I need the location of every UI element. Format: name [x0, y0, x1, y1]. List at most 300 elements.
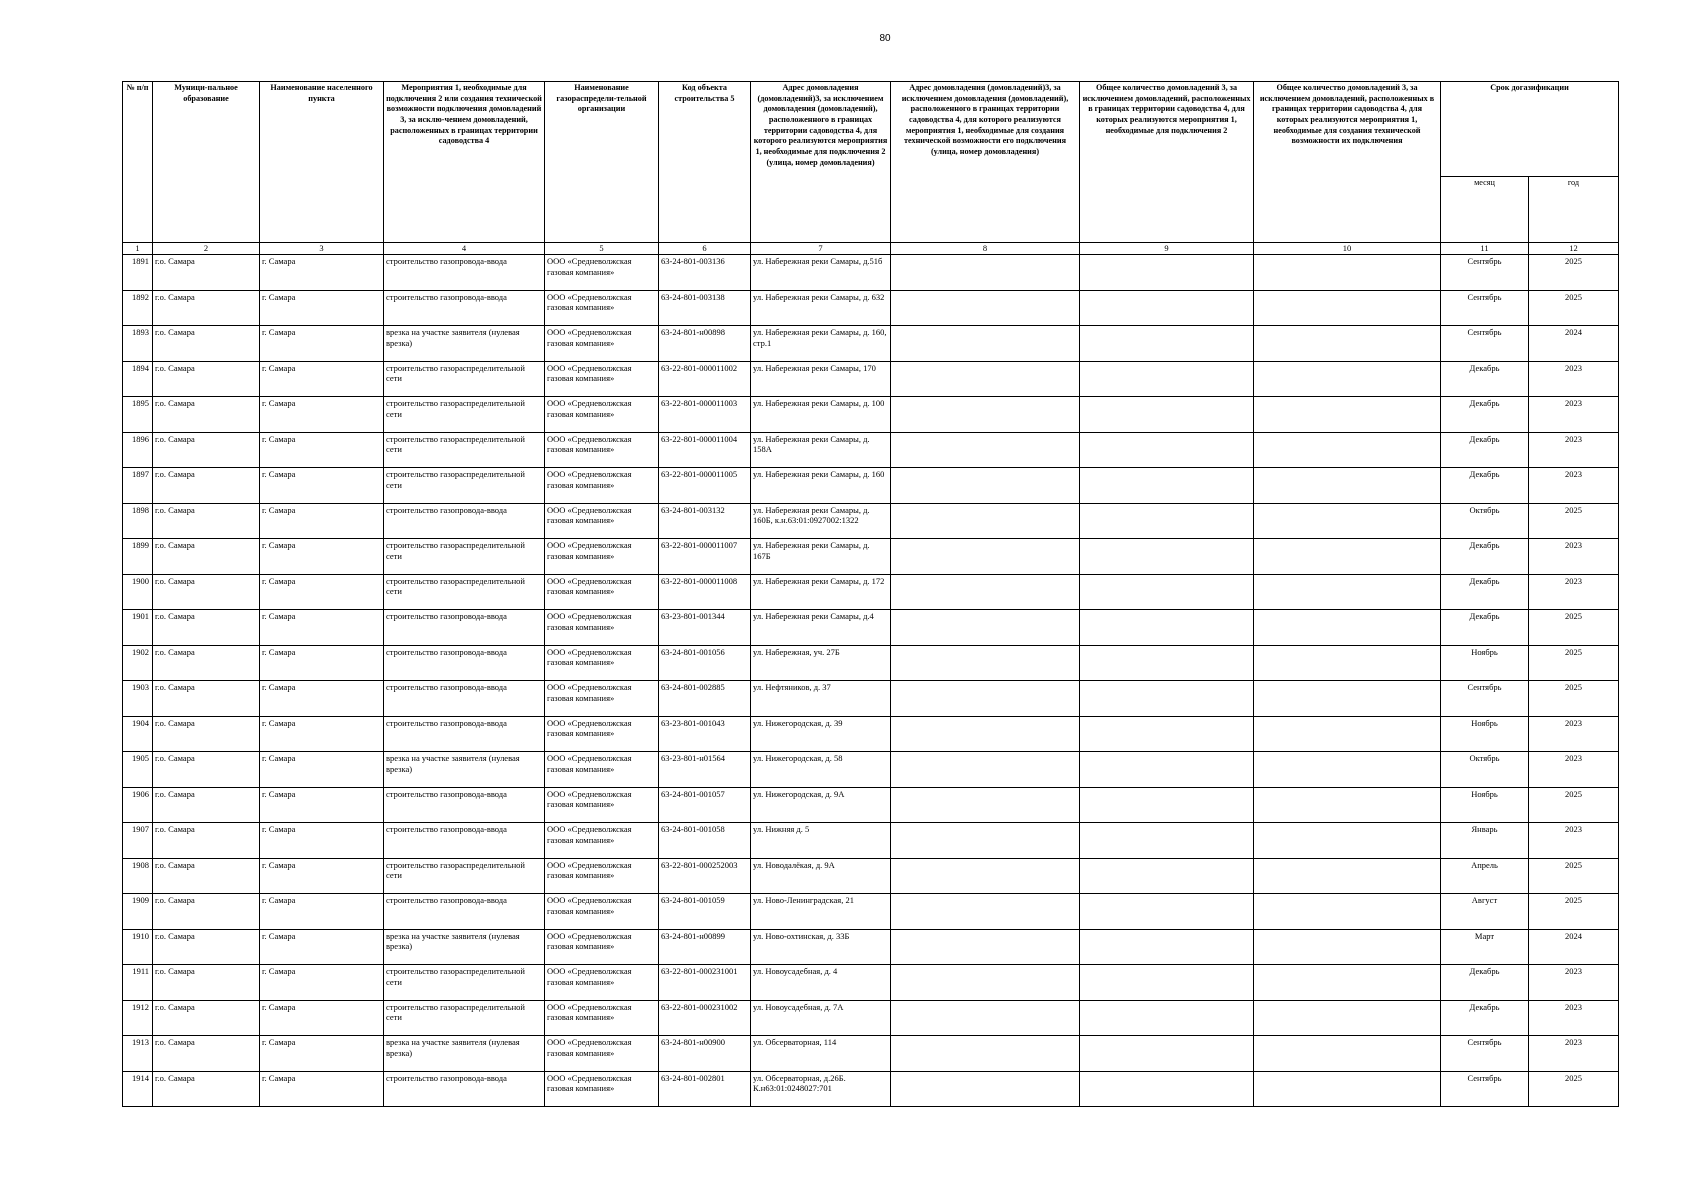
measure-cell: строительство газораспределительной сети [384, 397, 545, 433]
measure-cell: строительство газопровода-ввода [384, 1071, 545, 1107]
row-number: 1904 [123, 716, 153, 752]
object-code-cell: 63-24-801-001059 [659, 894, 751, 930]
organization-cell: ООО «Средневолжская газовая компания» [545, 965, 659, 1001]
count-connection-cell [1080, 574, 1254, 610]
address-cell: ул. Новодалёкая, д. 9А [751, 858, 891, 894]
month-cell: Январь [1441, 823, 1529, 859]
measure-cell: строительство газопровода-ввода [384, 503, 545, 539]
address-capacity-cell [891, 1000, 1080, 1036]
month-cell: Декабрь [1441, 432, 1529, 468]
object-code-cell: 63-24-801-003138 [659, 290, 751, 326]
address-cell: ул. Нефтяников, д. 37 [751, 681, 891, 717]
municipality-cell: г.о. Самара [153, 326, 260, 362]
municipality-cell: г.о. Самара [153, 645, 260, 681]
table-row [123, 361, 1619, 397]
organization-cell: ООО «Средневолжская газовая компания» [545, 326, 659, 362]
count-connection-cell [1080, 787, 1254, 823]
address-capacity-cell [891, 681, 1080, 717]
year-cell: 2023 [1529, 823, 1619, 859]
municipality-cell: г.о. Самара [153, 290, 260, 326]
table-row [123, 1071, 1619, 1107]
municipality-cell: г.о. Самара [153, 1071, 260, 1107]
address-cell: ул. Набережная реки Самары, д. 160Б, к.н.63:01:0927002:1322 [751, 503, 891, 539]
month-cell: Октябрь [1441, 503, 1529, 539]
municipality-cell: г.о. Самара [153, 1036, 260, 1072]
settlement-cell: г. Самара [260, 823, 384, 859]
settlement-cell: г. Самара [260, 787, 384, 823]
municipality-cell: г.о. Самара [153, 716, 260, 752]
column-number: 4 [384, 243, 545, 255]
column-number: 7 [751, 243, 891, 255]
month-cell: Сентябрь [1441, 681, 1529, 717]
settlement-cell: г. Самара [260, 610, 384, 646]
count-capacity-cell [1254, 681, 1441, 717]
object-code-cell: 63-22-801-000231002 [659, 1000, 751, 1036]
settlement-cell: г. Самара [260, 255, 384, 291]
month-cell: Декабрь [1441, 1000, 1529, 1036]
count-capacity-cell [1254, 574, 1441, 610]
count-capacity-cell [1254, 929, 1441, 965]
table-row [123, 503, 1619, 539]
column-number: 8 [891, 243, 1080, 255]
header-organization: Наименование газораспредели-тельной организации [545, 82, 659, 243]
row-number: 1897 [123, 468, 153, 504]
measure-cell: врезка на участке заявителя (нулевая врезка) [384, 1036, 545, 1072]
object-code-cell: 63-23-801-н01564 [659, 752, 751, 788]
table-row [123, 823, 1619, 859]
measure-cell: строительство газораспределительной сети [384, 468, 545, 504]
address-capacity-cell [891, 1071, 1080, 1107]
table-row [123, 645, 1619, 681]
count-capacity-cell [1254, 1071, 1441, 1107]
table-row [123, 574, 1619, 610]
organization-cell: ООО «Средневолжская газовая компания» [545, 929, 659, 965]
municipality-cell: г.о. Самара [153, 965, 260, 1001]
count-capacity-cell [1254, 503, 1441, 539]
settlement-cell: г. Самара [260, 752, 384, 788]
year-cell: 2023 [1529, 574, 1619, 610]
table-row [123, 1036, 1619, 1072]
count-connection-cell [1080, 361, 1254, 397]
row-number: 1896 [123, 432, 153, 468]
count-connection-cell [1080, 397, 1254, 433]
row-number: 1913 [123, 1036, 153, 1072]
organization-cell: ООО «Средневолжская газовая компания» [545, 716, 659, 752]
table-row [123, 681, 1619, 717]
month-cell: Декабрь [1441, 397, 1529, 433]
column-number: 1 [123, 243, 153, 255]
month-cell: Декабрь [1441, 965, 1529, 1001]
year-cell: 2024 [1529, 929, 1619, 965]
header-measures: Мероприятия 1, необходимые для подключения 2 или создания технической возможности подключения домовладений 3, за исклю-чением домовладений, расположенных в границах территории садоводства 4 [384, 82, 545, 243]
organization-cell: ООО «Средневолжская газовая компания» [545, 823, 659, 859]
header-object-code: Код объекта строительства 5 [659, 82, 751, 243]
address-cell: ул. Набережная, уч. 27Б [751, 645, 891, 681]
address-cell: ул. Набережная реки Самары, 170 [751, 361, 891, 397]
municipality-cell: г.о. Самара [153, 858, 260, 894]
year-cell: 2023 [1529, 397, 1619, 433]
table-row [123, 752, 1619, 788]
object-code-cell: 63-22-801-000252003 [659, 858, 751, 894]
object-code-cell: 63-24-801-003132 [659, 503, 751, 539]
settlement-cell: г. Самара [260, 716, 384, 752]
year-cell: 2023 [1529, 432, 1619, 468]
address-capacity-cell [891, 1036, 1080, 1072]
settlement-cell: г. Самара [260, 432, 384, 468]
settlement-cell: г. Самара [260, 290, 384, 326]
row-number: 1900 [123, 574, 153, 610]
address-cell: ул. Нижняя д. 5 [751, 823, 891, 859]
table-row [123, 255, 1619, 291]
address-capacity-cell [891, 397, 1080, 433]
count-capacity-cell [1254, 468, 1441, 504]
table-row [123, 610, 1619, 646]
year-cell: 2023 [1529, 468, 1619, 504]
row-number: 1891 [123, 255, 153, 291]
column-number: 6 [659, 243, 751, 255]
month-cell: Ноябрь [1441, 787, 1529, 823]
organization-cell: ООО «Средневолжская газовая компания» [545, 1000, 659, 1036]
header-municipality: Муници-пальное образование [153, 82, 260, 243]
municipality-cell: г.о. Самара [153, 432, 260, 468]
month-cell: Ноябрь [1441, 645, 1529, 681]
header-num: № п/п [123, 82, 153, 243]
organization-cell: ООО «Средневолжская газовая компания» [545, 645, 659, 681]
month-cell: Декабрь [1441, 361, 1529, 397]
municipality-cell: г.о. Самара [153, 361, 260, 397]
address-capacity-cell [891, 752, 1080, 788]
count-capacity-cell [1254, 432, 1441, 468]
year-cell: 2025 [1529, 681, 1619, 717]
row-number: 1911 [123, 965, 153, 1001]
organization-cell: ООО «Средневолжская газовая компания» [545, 858, 659, 894]
year-cell: 2023 [1529, 1000, 1619, 1036]
settlement-cell: г. Самара [260, 539, 384, 575]
table-row [123, 858, 1619, 894]
organization-cell: ООО «Средневолжская газовая компания» [545, 290, 659, 326]
row-number: 1894 [123, 361, 153, 397]
count-connection-cell [1080, 610, 1254, 646]
address-cell: ул. Ново-Ленинградская, 21 [751, 894, 891, 930]
organization-cell: ООО «Средневолжская газовая компания» [545, 255, 659, 291]
organization-cell: ООО «Средневолжская газовая компания» [545, 610, 659, 646]
object-code-cell: 63-22-801-000011007 [659, 539, 751, 575]
organization-cell: ООО «Средневолжская газовая компания» [545, 894, 659, 930]
month-cell: Декабрь [1441, 610, 1529, 646]
municipality-cell: г.о. Самара [153, 255, 260, 291]
address-cell: ул. Ново-охтинская, д. 33Б [751, 929, 891, 965]
address-capacity-cell [891, 610, 1080, 646]
object-code-cell: 63-23-801-001344 [659, 610, 751, 646]
measure-cell: строительство газораспределительной сети [384, 432, 545, 468]
count-connection-cell [1080, 965, 1254, 1001]
month-cell: Ноябрь [1441, 716, 1529, 752]
header-address-capacity: Адрес домовладения (домовладений)3, за исключением домовладения (домовладений), расположенного в границах территории садоводства 4, для которого реализуются мероприятия 1, необходимые для создания технической возможности его подключения (улица, номер домовладения) [891, 82, 1080, 243]
column-number: 10 [1254, 243, 1441, 255]
object-code-cell: 63-22-801-000011004 [659, 432, 751, 468]
municipality-cell: г.о. Самара [153, 468, 260, 504]
count-capacity-cell [1254, 1000, 1441, 1036]
municipality-cell: г.о. Самара [153, 823, 260, 859]
municipality-cell: г.о. Самара [153, 894, 260, 930]
settlement-cell: г. Самара [260, 397, 384, 433]
year-cell: 2024 [1529, 326, 1619, 362]
count-connection-cell [1080, 823, 1254, 859]
year-cell: 2025 [1529, 255, 1619, 291]
year-cell: 2023 [1529, 361, 1619, 397]
settlement-cell: г. Самара [260, 326, 384, 362]
settlement-cell: г. Самара [260, 1000, 384, 1036]
row-number: 1902 [123, 645, 153, 681]
object-code-cell: 63-24-801-002885 [659, 681, 751, 717]
count-connection-cell [1080, 1000, 1254, 1036]
table-row [123, 468, 1619, 504]
count-connection-cell [1080, 326, 1254, 362]
row-number: 1914 [123, 1071, 153, 1107]
row-number: 1906 [123, 787, 153, 823]
address-cell: ул. Набережная реки Самары, д.4 [751, 610, 891, 646]
measure-cell: строительство газораспределительной сети [384, 858, 545, 894]
row-number: 1905 [123, 752, 153, 788]
address-cell: ул. Набережная реки Самары, д. 100 [751, 397, 891, 433]
measure-cell: врезка на участке заявителя (нулевая врезка) [384, 326, 545, 362]
count-capacity-cell [1254, 823, 1441, 859]
address-capacity-cell [891, 574, 1080, 610]
measure-cell: строительство газораспределительной сети [384, 539, 545, 575]
row-number: 1907 [123, 823, 153, 859]
organization-cell: ООО «Средневолжская газовая компания» [545, 539, 659, 575]
address-capacity-cell [891, 645, 1080, 681]
address-capacity-cell [891, 503, 1080, 539]
settlement-cell: г. Самара [260, 645, 384, 681]
object-code-cell: 63-24-801-н00900 [659, 1036, 751, 1072]
address-cell: ул. Нижегородская, д. 9А [751, 787, 891, 823]
address-capacity-cell [891, 823, 1080, 859]
year-cell: 2025 [1529, 610, 1619, 646]
count-connection-cell [1080, 752, 1254, 788]
row-number: 1901 [123, 610, 153, 646]
measure-cell: строительство газопровода-ввода [384, 823, 545, 859]
organization-cell: ООО «Средневолжская газовая компания» [545, 681, 659, 717]
address-capacity-cell [891, 290, 1080, 326]
year-cell: 2025 [1529, 894, 1619, 930]
row-number: 1892 [123, 290, 153, 326]
count-capacity-cell [1254, 716, 1441, 752]
object-code-cell: 63-22-801-000011002 [659, 361, 751, 397]
count-connection-cell [1080, 503, 1254, 539]
address-capacity-cell [891, 787, 1080, 823]
object-code-cell: 63-24-801-н00899 [659, 929, 751, 965]
count-connection-cell [1080, 468, 1254, 504]
table-row [123, 326, 1619, 362]
row-number: 1893 [123, 326, 153, 362]
count-capacity-cell [1254, 894, 1441, 930]
column-number: 2 [153, 243, 260, 255]
row-number: 1912 [123, 1000, 153, 1036]
measure-cell: строительство газораспределительной сети [384, 574, 545, 610]
address-capacity-cell [891, 716, 1080, 752]
month-cell: Сентябрь [1441, 1036, 1529, 1072]
table-row [123, 894, 1619, 930]
row-number: 1910 [123, 929, 153, 965]
count-capacity-cell [1254, 290, 1441, 326]
count-connection-cell [1080, 1071, 1254, 1107]
municipality-cell: г.о. Самара [153, 929, 260, 965]
organization-cell: ООО «Средневолжская газовая компания» [545, 503, 659, 539]
column-number: 9 [1080, 243, 1254, 255]
month-cell: Декабрь [1441, 468, 1529, 504]
table-row [123, 716, 1619, 752]
month-cell: Март [1441, 929, 1529, 965]
count-connection-cell [1080, 290, 1254, 326]
address-capacity-cell [891, 929, 1080, 965]
municipality-cell: г.о. Самара [153, 503, 260, 539]
address-cell: ул. Новоусадебная, д. 7А [751, 1000, 891, 1036]
year-cell: 2025 [1529, 503, 1619, 539]
count-connection-cell [1080, 681, 1254, 717]
address-cell: ул. Новоусадебная, д. 4 [751, 965, 891, 1001]
year-cell: 2025 [1529, 858, 1619, 894]
address-capacity-cell [891, 858, 1080, 894]
table-row [123, 397, 1619, 433]
address-capacity-cell [891, 894, 1080, 930]
object-code-cell: 63-24-801-н00898 [659, 326, 751, 362]
row-number: 1903 [123, 681, 153, 717]
page-number: 80 [879, 33, 891, 44]
column-number: 3 [260, 243, 384, 255]
year-cell: 2023 [1529, 716, 1619, 752]
organization-cell: ООО «Средневолжская газовая компания» [545, 1071, 659, 1107]
table-row [123, 539, 1619, 575]
count-capacity-cell [1254, 397, 1441, 433]
address-capacity-cell [891, 326, 1080, 362]
municipality-cell: г.о. Самара [153, 1000, 260, 1036]
object-code-cell: 63-24-801-001056 [659, 645, 751, 681]
settlement-cell: г. Самара [260, 965, 384, 1001]
year-cell: 2025 [1529, 645, 1619, 681]
row-number: 1895 [123, 397, 153, 433]
address-cell: ул. Нижегородская, д. 39 [751, 716, 891, 752]
count-connection-cell [1080, 255, 1254, 291]
settlement-cell: г. Самара [260, 894, 384, 930]
count-capacity-cell [1254, 645, 1441, 681]
count-capacity-cell [1254, 965, 1441, 1001]
organization-cell: ООО «Средневолжская газовая компания» [545, 752, 659, 788]
settlement-cell: г. Самара [260, 468, 384, 504]
object-code-cell: 63-23-801-001043 [659, 716, 751, 752]
count-capacity-cell [1254, 326, 1441, 362]
year-cell: 2023 [1529, 752, 1619, 788]
count-connection-cell [1080, 1036, 1254, 1072]
row-number: 1909 [123, 894, 153, 930]
count-connection-cell [1080, 929, 1254, 965]
year-cell: 2023 [1529, 965, 1619, 1001]
table-row [123, 290, 1619, 326]
organization-cell: ООО «Средневолжская газовая компания» [545, 787, 659, 823]
column-number: 12 [1529, 243, 1619, 255]
measure-cell: строительство газопровода-ввода [384, 645, 545, 681]
measure-cell: строительство газопровода-ввода [384, 610, 545, 646]
object-code-cell: 63-24-801-002801 [659, 1071, 751, 1107]
count-capacity-cell [1254, 255, 1441, 291]
organization-cell: ООО «Средневолжская газовая компания» [545, 1036, 659, 1072]
month-cell: Апрель [1441, 858, 1529, 894]
table-row [123, 965, 1619, 1001]
municipality-cell: г.о. Самара [153, 539, 260, 575]
measure-cell: строительство газопровода-ввода [384, 255, 545, 291]
column-number: 11 [1441, 243, 1529, 255]
object-code-cell: 63-22-801-000011005 [659, 468, 751, 504]
year-cell: 2025 [1529, 1071, 1619, 1107]
count-connection-cell [1080, 539, 1254, 575]
count-connection-cell [1080, 858, 1254, 894]
address-cell: ул. Набережная реки Самары, д. 160 [751, 468, 891, 504]
count-connection-cell [1080, 645, 1254, 681]
address-cell: ул. Набережная реки Самары, д.51б [751, 255, 891, 291]
header-year: год [1529, 177, 1619, 243]
address-capacity-cell [891, 539, 1080, 575]
organization-cell: ООО «Средневолжская газовая компания» [545, 574, 659, 610]
year-cell: 2025 [1529, 787, 1619, 823]
address-capacity-cell [891, 468, 1080, 504]
gasification-table [122, 81, 1619, 1107]
measure-cell: строительство газопровода-ввода [384, 787, 545, 823]
object-code-cell: 63-22-801-000011008 [659, 574, 751, 610]
organization-cell: ООО «Средневолжская газовая компания» [545, 432, 659, 468]
count-capacity-cell [1254, 539, 1441, 575]
address-cell: ул. Набережная реки Самары, д. 158А [751, 432, 891, 468]
header-address-connection: Адрес домовладения (домовладений)3, за исключением домовладения (домовладений), расположенного в границах территории садоводства 4, для которого реализуются мероприятия 1, необходимые для подключения 2 (улица, номер домовладения) [751, 82, 891, 243]
count-connection-cell [1080, 716, 1254, 752]
measure-cell: строительство газораспределительной сети [384, 1000, 545, 1036]
count-capacity-cell [1254, 752, 1441, 788]
year-cell: 2025 [1529, 290, 1619, 326]
month-cell: Сентябрь [1441, 1071, 1529, 1107]
measure-cell: врезка на участке заявителя (нулевая врезка) [384, 752, 545, 788]
municipality-cell: г.о. Самара [153, 752, 260, 788]
object-code-cell: 63-22-801-000231001 [659, 965, 751, 1001]
count-capacity-cell [1254, 787, 1441, 823]
municipality-cell: г.о. Самара [153, 610, 260, 646]
measure-cell: врезка на участке заявителя (нулевая врезка) [384, 929, 545, 965]
settlement-cell: г. Самара [260, 503, 384, 539]
settlement-cell: г. Самара [260, 361, 384, 397]
header-month: месяц [1441, 177, 1529, 243]
municipality-cell: г.о. Самара [153, 787, 260, 823]
month-cell: Декабрь [1441, 539, 1529, 575]
municipality-cell: г.о. Самара [153, 397, 260, 433]
measure-cell: строительство газопровода-ввода [384, 894, 545, 930]
measure-cell: строительство газопровода-ввода [384, 716, 545, 752]
measure-cell: строительство газопровода-ввода [384, 290, 545, 326]
table-row [123, 432, 1619, 468]
count-capacity-cell [1254, 1036, 1441, 1072]
header-count-capacity: Общее количество домовладений 3, за исключением домовладений, расположенных в границах территории садоводства 4, для которых реализуются мероприятия 1, необходимые для создания технической возможности их подключения [1254, 82, 1441, 243]
settlement-cell: г. Самара [260, 681, 384, 717]
year-cell: 2023 [1529, 1036, 1619, 1072]
row-number: 1899 [123, 539, 153, 575]
address-cell: ул. Набережная реки Самары, д. 632 [751, 290, 891, 326]
count-capacity-cell [1254, 361, 1441, 397]
address-cell: ул. Набережная реки Самары, д. 172 [751, 574, 891, 610]
address-cell: ул. Обсерваторная, 114 [751, 1036, 891, 1072]
organization-cell: ООО «Средневолжская газовая компания» [545, 468, 659, 504]
header-count-connection: Общее количество домовладений 3, за исключением домовладений, расположенных в границах территории садоводства 4, для которых реализуются мероприятия 1, необходимые для подключения 2 [1080, 82, 1254, 243]
settlement-cell: г. Самара [260, 574, 384, 610]
count-connection-cell [1080, 894, 1254, 930]
table-row [123, 787, 1619, 823]
object-code-cell: 63-24-801-001058 [659, 823, 751, 859]
